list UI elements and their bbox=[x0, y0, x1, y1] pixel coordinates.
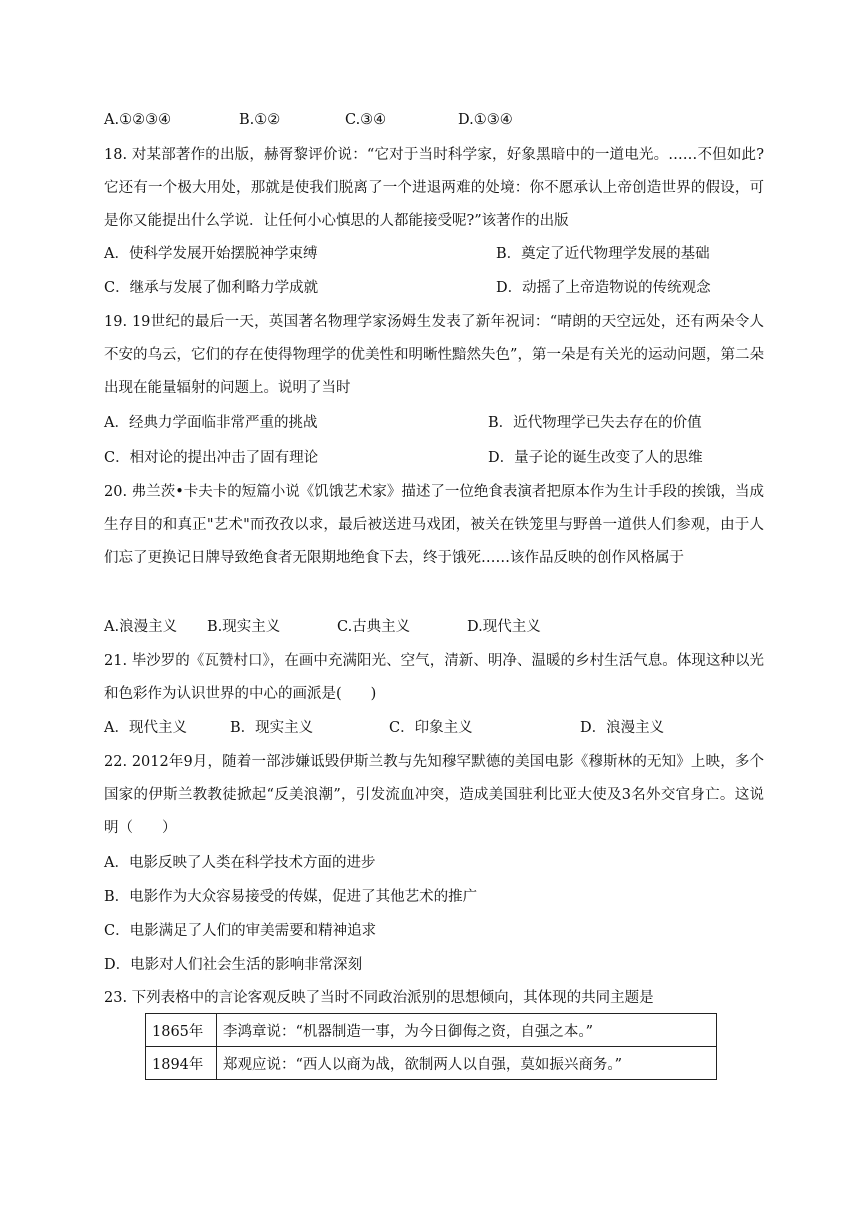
q19-option-a: A．经典力学面临非常严重的挑战 bbox=[104, 415, 318, 431]
question-19 bbox=[104, 306, 764, 405]
table-cell-quote: 郑观应说：“西人以商为战，欲制两人以自强，莫如振兴商务。” bbox=[217, 1047, 717, 1080]
q18-option-a: A．使科学发展开始摆脱神学束缚 bbox=[104, 246, 318, 262]
q17-option-a: A.①②③④ bbox=[104, 112, 172, 128]
q17-option-d: D.①③④ bbox=[458, 112, 513, 128]
table-row bbox=[146, 1047, 717, 1080]
table-cell-quote: 李鸿章说：“机器制造一事，为今日御侮之资，自强之本。” bbox=[217, 1014, 717, 1047]
q19-option-d: D．量子论的诞生改变了人的思维 bbox=[488, 450, 703, 466]
q20-option-d: D.现代主义 bbox=[467, 619, 541, 635]
q17-option-c: C.③④ bbox=[345, 112, 387, 128]
question-21 bbox=[104, 645, 764, 711]
q21-option-a: A．现代主义 bbox=[104, 720, 187, 736]
q19-stem: 19. 19世纪的最后一天，英国著名物理学家汤姆生发表了新年祝词：“晴朗的天空远处，还有两朵令人不安的乌云，它们的存在使得物理学的优美性和明晰性黯然失色”，第一朵是有关光的运动问题，第二朵出现在能量辐射的问题上。说明了当时 bbox=[104, 314, 764, 396]
table-row bbox=[146, 1014, 717, 1047]
q20-option-c: C.古典主义 bbox=[337, 619, 411, 635]
q22-option-d: D．电影对人们社会生活的影响非常深刻 bbox=[104, 957, 363, 973]
q21-option-c: C．印象主义 bbox=[389, 720, 473, 736]
q18-option-b: B．奠定了近代物理学发展的基础 bbox=[496, 246, 710, 262]
q20-option-b: B.现实主义 bbox=[207, 619, 281, 635]
q21-option-b: B．现实主义 bbox=[230, 720, 314, 736]
q19-option-b: B．近代物理学已失去存在的价值 bbox=[488, 415, 702, 431]
q21-option-d: D．浪漫主义 bbox=[580, 720, 665, 736]
table-cell-year: 1894年 bbox=[146, 1047, 217, 1080]
table-cell-year: 1865年 bbox=[146, 1014, 217, 1047]
question-20 bbox=[104, 476, 764, 575]
q17-option-b: B.①② bbox=[239, 112, 281, 128]
q22-option-a: A．电影反映了人类在科学技术方面的进步 bbox=[104, 855, 376, 871]
q19-option-c: C．相对论的提出冲击了固有理论 bbox=[104, 450, 319, 466]
q22-option-b: B．电影作为大众容易接受的传媒，促进了其他艺术的推广 bbox=[104, 889, 478, 905]
q18-stem: 18. 对某部著作的出版，赫胥黎评价说：“它对于当时科学家，好象黑暗中的一道电光。……不但如此?它还有一个极大用处，那就是使我们脱离了一个进退两难的处境：你不愿承认上帝创造世界的假设，可是你又能提出什么学说．让任何小心慎思的人都能接受呢?”该著作的出版 bbox=[104, 147, 764, 229]
q18-option-d: D．动摇了上帝造物说的传统观念 bbox=[496, 280, 711, 296]
q23-quote-table bbox=[145, 1013, 717, 1080]
question-18 bbox=[104, 139, 764, 238]
q18-option-c: C．继承与发展了伽利略力学成就 bbox=[104, 280, 319, 296]
question-22 bbox=[104, 746, 764, 845]
q20-option-a: A.浪漫主义 bbox=[104, 619, 178, 635]
q22-stem: 22. 2012年9月，随着一部涉嫌诋毁伊斯兰教与先知穆罕默德的美国电影《穆斯林的无知》上映，多个国家的伊斯兰教教徒掀起“反美浪潮”，引发流血冲突，造成美国驻利比亚大使及3名外交官身亡。这说明（ ） bbox=[104, 754, 764, 836]
q23-stem: 23. 下列表格中的言论客观反映了当时不同政治派别的思想倾向，其体现的共同主题是 bbox=[104, 990, 654, 1006]
q21-stem: 21. 毕沙罗的《瓦赞村口》，在画中充满阳光、空气，清新、明净、温暖的乡村生活气息。体现这种以光和色彩作为认识世界的中心的画派是( ) bbox=[104, 653, 764, 702]
q22-option-c: C．电影满足了人们的审美需要和精神追求 bbox=[104, 923, 377, 939]
q20-stem: 20. 弗兰茨•卡夫卡的短篇小说《饥饿艺术家》描述了一位绝食表演者把原本作为生计手段的挨饿，当成生存目的和真正"艺术"而孜孜以求，最后被送进马戏团，被关在铁笼里与野兽一道供人们参观，由于人们忘了更换记日牌导致绝食者无限期地绝食下去，终于饿死……该作品反映的创作风格属于 bbox=[104, 484, 764, 566]
